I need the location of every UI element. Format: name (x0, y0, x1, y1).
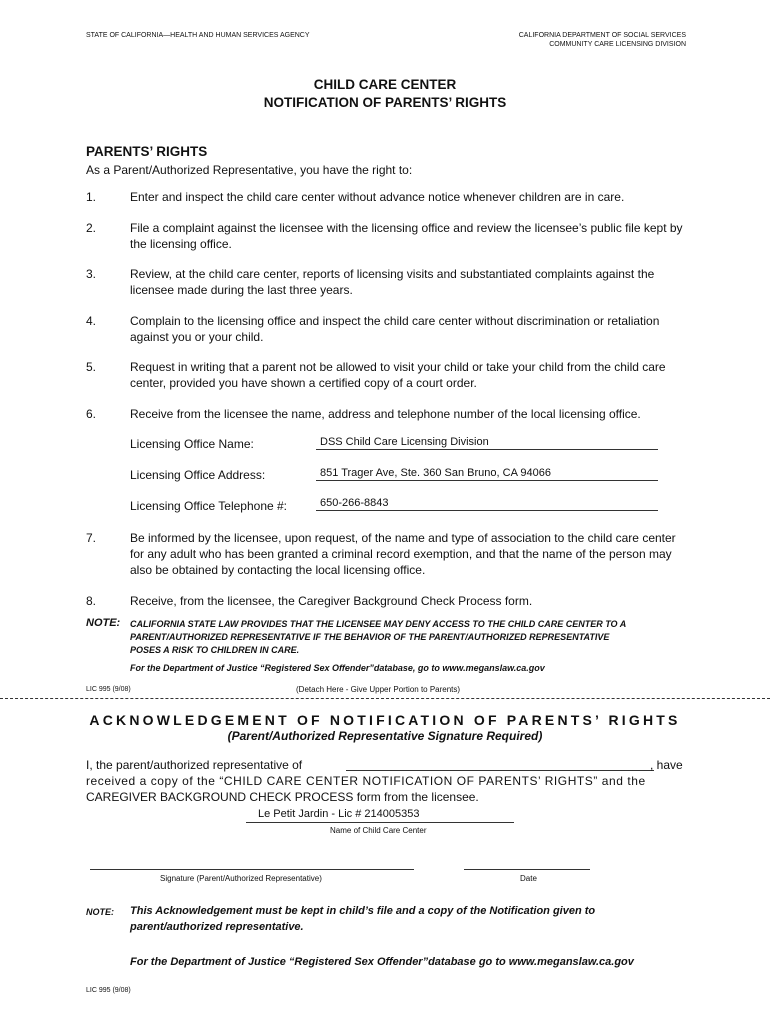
item-number: 6. (86, 407, 97, 421)
office-address-label: Licensing Office Address: (130, 468, 266, 482)
item-text: Receive, from the licensee, the Caregiver Background Check Process form. (130, 594, 533, 608)
office-address-field[interactable]: 851 Trager Ave, Ste. 360 San Bruno, CA 94066 (316, 467, 658, 481)
ack-doj-note: For the Department of Justice “Registered Sex Offender”database go to www.meganslaw.ca.gov (130, 956, 634, 968)
form-id: LIC 995 (9/08) (86, 686, 131, 693)
detach-line (0, 698, 770, 699)
division-header: COMMUNITY CARE LICENSING DIVISION (549, 41, 686, 48)
doj-note: For the Department of Justice “Registered Sex Offender”database, go to www.meganslaw.ca.gov (130, 663, 545, 673)
date-field[interactable] (464, 869, 590, 870)
office-phone-field[interactable]: 650-266-8843 (316, 497, 658, 511)
child-care-center-field[interactable]: Le Petit Jardin - Lic # 214005353 (246, 808, 514, 823)
rights-heading: PARENTS’ RIGHTS (86, 144, 208, 159)
footer-form-id: LIC 995 (9/08) (86, 987, 131, 994)
signature-caption: Signature (Parent/Authorized Representative) (160, 874, 322, 883)
item-number: 7. (86, 531, 97, 545)
item-number: 5. (86, 360, 97, 374)
item-number: 1. (86, 190, 97, 204)
item-text: Receive from the licensee the name, address and telephone number of the local licensing office. (130, 407, 641, 421)
note-line3: POSES A RISK TO CHILDREN IN CARE. (130, 645, 300, 655)
item-text: Request in writing that a parent not be allowed to visit your child or take your child from the child care center, provided you have shown a certified copy of a court order. (130, 360, 666, 390)
agency-header: STATE OF CALIFORNIA—HEALTH AND HUMAN SERVICES AGENCY (86, 32, 310, 39)
ack-line1-end: , have (650, 758, 683, 772)
ack-subtitle: (Parent/Authorized Representative Signature Required) (227, 729, 543, 743)
ack-title: ACKNOWLEDGEMENT OF NOTIFICATION OF PARENTS’ RIGHTS (89, 712, 681, 728)
detach-instruction: (Detach Here - Give Upper Portion to Parents) (296, 685, 461, 694)
item-number: 8. (86, 594, 97, 608)
ack-note-line2: parent/authorized representative. (130, 921, 304, 933)
item-number: 2. (86, 221, 97, 235)
office-name-label: Licensing Office Name: (130, 437, 254, 451)
office-name-field[interactable]: DSS Child Care Licensing Division (316, 436, 658, 450)
ack-line2: received a copy of the “CHILD CARE CENTER NOTIFICATION OF PARENTS’ RIGHTS” and the (86, 774, 646, 788)
ack-note-line1: This Acknowledgement must be kept in child’s file and a copy of the Notification given to (130, 905, 596, 917)
child-name-field[interactable] (346, 770, 654, 771)
ack-line3: CAREGIVER BACKGROUND CHECK PROCESS form from the licensee. (86, 790, 479, 804)
item-number: 3. (86, 267, 97, 281)
date-caption: Date (520, 874, 537, 883)
note-line2: PARENT/AUTHORIZED REPRESENTATIVE IF THE BEHAVIOR OF THE PARENT/AUTHORIZED REPRESENTATIVE (130, 632, 610, 642)
department-header: CALIFORNIA DEPARTMENT OF SOCIAL SERVICES (518, 32, 686, 39)
center-caption: Name of Child Care Center (330, 826, 427, 835)
item-text: Enter and inspect the child care center without advance notice whenever children are in care. (130, 190, 625, 204)
item-number: 4. (86, 314, 97, 328)
note-label: NOTE: (86, 617, 121, 629)
item-text: Be informed by the licensee, upon request, of the name and type of association to the child care center for any adult who has been granted a criminal record exemption, and that the name of the person may also be obtained by contacting the local licensing office. (130, 531, 676, 577)
item-text: File a complaint against the licensee with the licensing office and review the licensee’s public file kept by the licensing office. (130, 221, 683, 251)
item-text: Complain to the licensing office and inspect the child care center without discrimination or retaliation against you or your child. (130, 314, 660, 344)
ack-line1-start: I, the parent/authorized representative of (86, 758, 303, 772)
rights-intro: As a Parent/Authorized Representative, you have the right to: (86, 163, 413, 177)
item-text: Review, at the child care center, reports of licensing visits and substantiated complaints against the licensee made during the last three years. (130, 267, 655, 297)
ack-note-label: NOTE: (86, 907, 114, 917)
form-title-line2: NOTIFICATION OF PARENTS’ RIGHTS (263, 95, 507, 110)
note-line1: CALIFORNIA STATE LAW PROVIDES THAT THE LICENSEE MAY DENY ACCESS TO THE CHILD CARE CENTER TO A (130, 619, 627, 629)
form-title-line1: CHILD CARE CENTER (313, 77, 457, 92)
signature-field[interactable] (90, 869, 414, 870)
office-phone-label: Licensing Office Telephone #: (130, 499, 288, 513)
